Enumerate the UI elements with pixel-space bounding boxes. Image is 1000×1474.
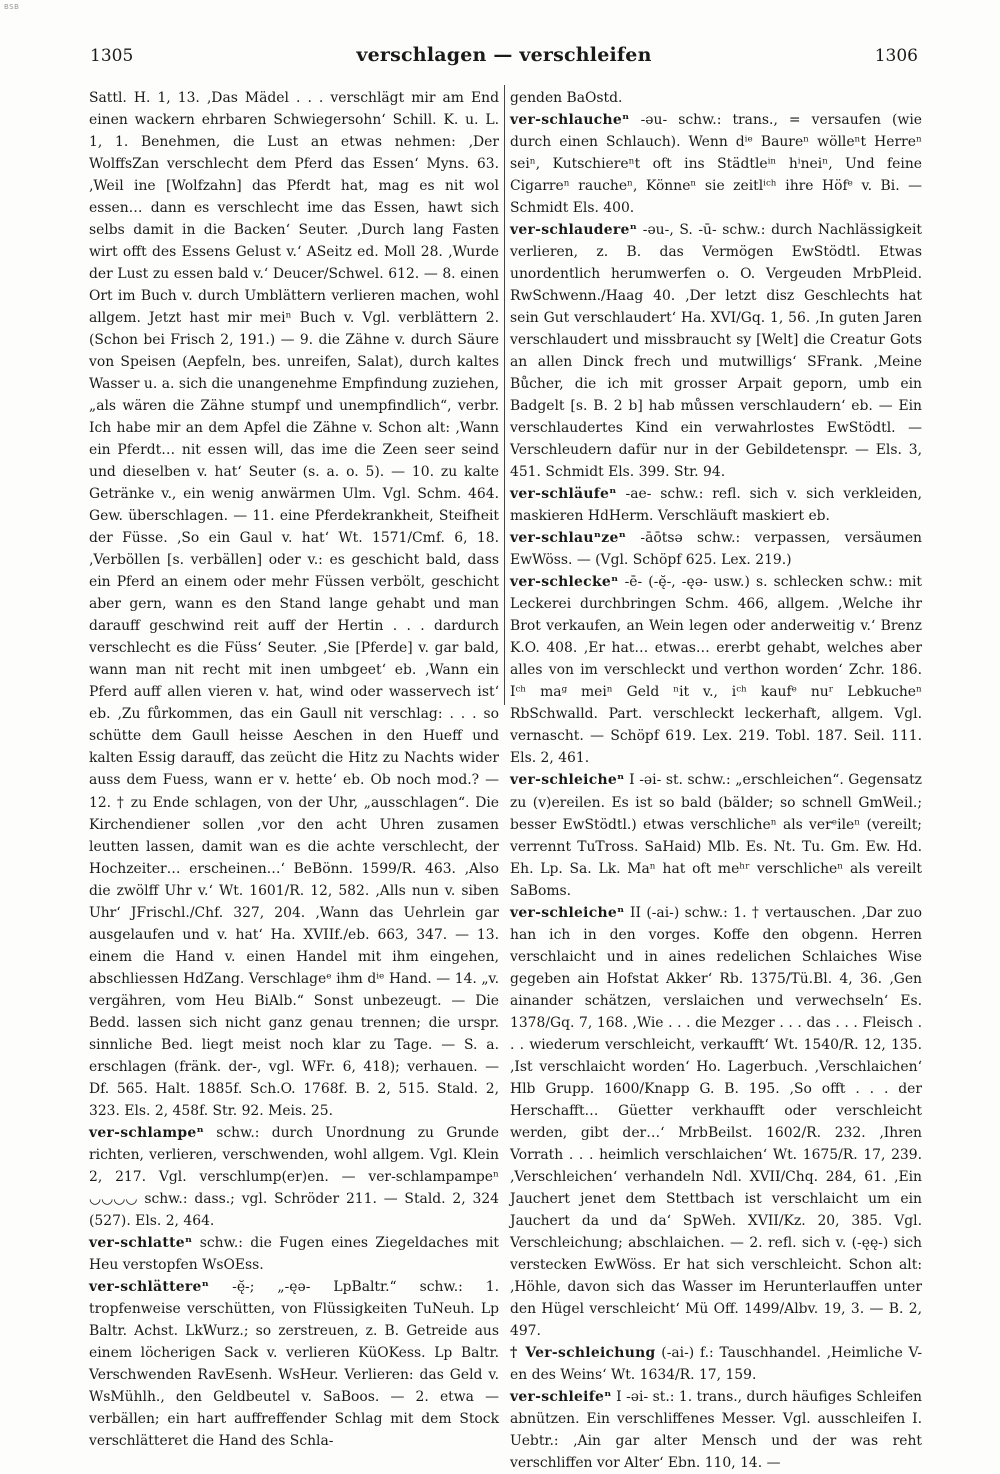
entry-verschleichen-1: ver-schleicheⁿ I -əi- st. schw.: „erschleichen“. Gegensatz zu (v)ereilen. Es ist so bald (bälder; so schnell GmWeil.; besser EwStödtl.) etwas verschlicheⁿ als verᵉileⁿ (vereilt; verrennt TuTross. SaHaid) Mlb. Es. Nt. Tu. Gm. Ew. Hd. Eh. Lp. Sa. Lk. Maⁿ hat oft meʰʳ verschlicheⁿ als vereilt SaBoms. <box>510 772 922 899</box>
headword: ver-schlatteⁿ <box>89 1234 193 1251</box>
running-title: verschlagen — verschleifen <box>356 44 652 66</box>
watermark: BSB <box>4 3 20 11</box>
headword: ver-schleckeⁿ <box>510 574 619 591</box>
left-column <box>89 87 499 1449</box>
entry-verschlaetteren-end: genden BaOstd. <box>510 90 623 106</box>
right-column <box>510 87 923 1471</box>
headword: ver-schlaucheⁿ <box>510 112 630 129</box>
entry-verschlauchen: ver-schlaucheⁿ -əu- schw.: trans., = versaufen (wie durch einen Schlauch). Wenn dⁱᵉ Baureⁿ wölleⁿt Herreⁿ seiⁿ, Kutschiereⁿt oft ins Städtleⁱⁿ hⁱneiⁿ, Und feine Cigarreⁿ raucheⁿ, Könneⁿ sie zeitlⁱᶜʰ ihre Höfᵉ v. Bi. — Schmidt Els. 400. <box>510 112 922 217</box>
headword: ver-schlauⁿzeⁿ <box>510 530 627 547</box>
headword: ver-schlampeⁿ <box>89 1124 205 1141</box>
page-header <box>90 42 918 72</box>
page-number-left: 1305 <box>90 46 134 66</box>
entry-verschlecken: ver-schleckeⁿ -ē- (-ę̆-, -ęə- usw.) s. schlecken schw.: mit Leckerei durchbringen Schm. 466, allgem. ‚Welche ihr Brot verkaufen, an Wein legen oder anderweitig v.‘ Brenz K.O. 408. ‚Er hat… etwas… ererbt gehabt, welches aber alles von im verschleckt und verthon worden‘ Zchr. 186. Iᶜʰ maᵍ meiⁿ Geld ⁿit v., iᶜʰ kaufᵉ nuʳ Lebkucheⁿ RbSchwalld. Part. verschleckt leckerhaft, allgem. Vgl. vernascht. — Schöpf 619. Lex. 219. Tobl. 187. Seil. 111. Els. 2, 461. <box>510 574 922 767</box>
headword: ver-schlaudereⁿ <box>510 222 638 239</box>
entry-verschlauderen: ver-schlaudereⁿ -əu-, S. -ū- schw.: durch Nachlässigkeit verlieren, z. B. das Vermögen EwStödtl. Etwas unordentlich herumwerfen o. O. Vergeuden MrbPleid. RwSchwenn./Haag 40. ‚Der letzt disz Geschlechts hat sein Gut verschlaudert‘ Ha. XVI/Gq. 1, 56. ‚In guten Jaren verschlaudert und missbraucht sy [Welt] die Creatur Gots an allen Dinck frech und mutwilligs‘ SFrank. ‚Meine Bůcher, die ich mit grosser Arpait geporn, umb ein Badgelt [s. B. 2 b] hab můssen verschlaudern‘ eb. — Ein verschlaudertes Kind ein verwahrlostes EwStödtl. — Verschleudern dafür nur in der Gebildetenspr. — Els. 3, 451. Schmidt Els. 399. Str. 94. <box>510 222 922 481</box>
entry-verschleichen-2: ver-schleicheⁿ II (-ai-) schw.: 1. † vertauschen. ‚Dar zuo han ich in den vorges. Koffe den obgenn. Herren verschlaicht und in aines redelichen Schlaiches Wise gegeben ain Hofstat Akker‘ Rb. 1375/Tü.Bl. 4, 36. ‚Gen ainander schätzen, verslaichen und verwechseln‘ Es. 1378/Gq. 7, 168. ‚Wie . . . die Mezger . . . das . . . Fleisch . . . wiederum verschleicht, verkaufft‘ Wt. 1540/R. 12, 135. ‚Ist verschlaicht worden‘ Ho. Lagerbuch. ‚Verschlaichen‘ Hlb Grupp. 1600/Knapp G. B. 195. ‚So offt . . . der Herschafft… Güetter verkhaufft oder verschleicht werden, gibt der…‘ MrbBeilst. 1602/R. 232. ‚Ihren Vorrath . . . heimlich verschlaichen‘ Wt. 1675/R. 17, 239. ‚Verschleichen‘ verhandeln Ndl. XVII/Chq. 284, 61. ‚Ein Jauchert jenet dem Stettbach ist verschlaicht um ein Jauchert da und da‘ SpWeh. XVII/Kz. 20, 385. Vgl. Verschleichung; abschlaichen. — 2. refl. sich v. (-ęę-) sich verstecken EwWöss. Er hat sich verschleicht. Schon alt: ‚Höhle, davon sich das Wasser im Herunterlauffen unter den Hügel verschleicht‘ Mü Off. 1499/Albv. 19, 3. — B. 2, 497. <box>510 904 922 1339</box>
headword: † Ver-schleichung <box>510 1344 656 1361</box>
headword: ver-schleifeⁿ <box>510 1388 612 1405</box>
entry-verschlatten: ver-schlatteⁿ schw.: die Fugen eines Ziegeldaches mit Heu verstopfen WsOEss. <box>89 1234 499 1273</box>
entry-verschlaeufen: ver-schläufeⁿ -ae- schw.: refl. sich v. sich verkleiden, maskieren HdHerm. Verschläuft maskiert eb. <box>510 486 922 525</box>
headword: ver-schlättereⁿ <box>89 1278 210 1295</box>
headword: ver-schleicheⁿ <box>510 904 625 921</box>
entry-verschleichung: † Ver-schleichung (-ai-) f.: Tauschhandel. ‚Heimliche V-en des Weins‘ Wt. 1634/R. 17, 159. <box>510 1344 923 1383</box>
entry-verschlaunzen: ver-schlauⁿzeⁿ -āōtsə schw.: verpassen, versäumen EwWöss. — (Vgl. Schöpf 625. Lex. 219.) <box>510 530 922 569</box>
headword: ver-schleicheⁿ <box>510 772 625 789</box>
page-number-right: 1306 <box>874 46 918 66</box>
entry-verschlampen: ver-schlampeⁿ schw.: durch Unordnung zu Grunde richten, verlieren, verschwenden, wohl allgem. Vgl. Klein 2, 217. Vgl. verschlump(er)en. — ver-schlampampeⁿ ◡◡◡◡ schw.: dass.; vgl. Schröder 211. — Stald. 2, 324 (527). Els. 2, 464. <box>89 1124 499 1229</box>
entry-verschlagen-continued: Sattl. H. 1, 13. ‚Das Mädel . . . verschlägt mir am End einen wackern ehrbaren Schwiegersohn‘ Schill. K. u. L. 1, 1. Benehmen, die Lust an etwas nehmen: ‚Der WolffsZan verschlecht dem Pferd das Essen‘ Myns. 63. ‚Weil ine [Wolfzahn] das Pferdt hat, mag es nit wol essen… dann es verschlecht ime das Essen, hawt sich selbs damit in die Backen‘ Seuter. ‚Durch lang Fasten wirt offt des Essens Gelust v.‘ ASeitz ed. Moll 28. ‚Wurde der Lust zu essen bald v.‘ Deucer/Schwel. 612. — 8. einen Ort im Buch v. durch Umblättern verlieren machen, wohl allgem. Jetzt hast mir meiⁿ Buch v. Vgl. verblättern 2. (Schon bei Frisch 2, 191.) — 9. die Zähne v. durch Säure von Speisen (Aepfeln, bes. unreifen, Salat), durch kaltes Wasser u. a. sich die unangenehme Empfindung zuziehen, „als wären die Zähne stumpf und unempfindlich“, verbr. Ich habe mir an dem Apfel die Zähne v. Schon alt: ‚Wann ein Pferdt… nit essen will, das ime die Zeen seer seind und dieselben v. hat‘ Seuter (s. a. o. 5). — 10. zu kalte Getränke v., ein wenig anwärmen Ulm. Vgl. Schm. 464. Gew. überschlagen. — 11. eine Pferdekrankheit, Steifheit der Füsse. ‚So ein Gaul v. hat‘ Wt. 1571/Cmf. 6, 18. ‚Verböllen [s. verbällen] oder v.: es geschicht bald, dass ein Pferd an einem oder mehr Füssen verbölt, geschicht aber gern, wann es den Stand lange gehabt und man darauff geschwind reit auff der Hertin . . . dardurch verschlecht es die Füss‘ Seuter. ‚Sie [Pferde] v. gar bald, wann man nit recht mit inen umbgeet‘ eb. ‚Wann ein Pferd auff allen vieren v. hat, wind oder wasservech ist‘ eb. ‚Zu fůrkommen, das ein Gaull nit verschlag: . . . so schütte dem Gaull heisse Aeschen in den Hueff und kalten Essig darauff, das zeücht die Hitz zu Nachts wider auss dem Fuess, wann er v. hette‘ eb. Ob noch mod.? — 12. † zu Ende schlagen, von der Uhr, „ausschlagen“. Die Kirchendiener sollen ‚vor den acht Uhren zusamen leutten lassen, damit wan es die achte verschlecht, der Hochzeiter… erscheinen…‘ BeBönn. 1599/R. 463. ‚Also die zwölff Uhr v.‘ Wt. 1601/R. 12, 582. ‚Alls nun v. siben Uhr‘ JFrischl./Chf. 327, 204. ‚Wann das Uehrlein gar ausgelaufen und v. hat‘ Ha. XVIIf./eb. 663, 347. — 13. einem die Hand v. einen Handel mit ihm eingehen, abschliessen HdZang. Verschlageᵉ ihm dⁱᵉ Hand. — 14. „v. vergähren, vom Heu BiAlb.“ Sonst unbezeugt. — Die Bedd. lassen sich nicht ganz genau trennen; die urspr. sinnliche Bed. liegt meist noch klar zu Tage. — S. a. erschlagen (fränk. der-, vgl. WFr. 6, 418); verhauen. — Df. 565. Halt. 1885f. Sch.O. 1768f. B. 2, 515. Stald. 2, 323. Els. 2, 458f. Str. 92. Meis. 25. <box>89 90 499 1119</box>
headword: ver-schläufeⁿ <box>510 486 617 503</box>
entry-verschlaetteren: ver-schlättereⁿ -ę̆-; „-ęə- LpBaltr.“ schw.: 1. tropfenweise verschütten, von Flüssigkeiten TuNeuh. Lp Baltr. Achst. LkWurz.; so zerstreuen, z. B. Getreide aus einem löcherigen Sack v. verlieren KüOKess. Lp Baltr. Verschwenden RavEsenh. WsHeur. Verlieren: das Geld v. WsMühlh., den Geldbeutel v. SaBoos. — 2. etwa — verbällen; ein hart auffreffender Schlag mit dem Stock verschlätteret die Hand des Schla- <box>89 1278 499 1449</box>
column-divider <box>504 85 505 705</box>
entry-verschleifen: ver-schleifeⁿ I -əi- st.: 1. trans., durch häufiges Schleifen abnützen. Ein verschliffenes Messer. Vgl. ausschleifen I. Uebtr.: ‚Ain gar alter Mensch und der was reht verschliffen vor Alter‘ Ebn. 110, 14. — <box>510 1388 922 1471</box>
